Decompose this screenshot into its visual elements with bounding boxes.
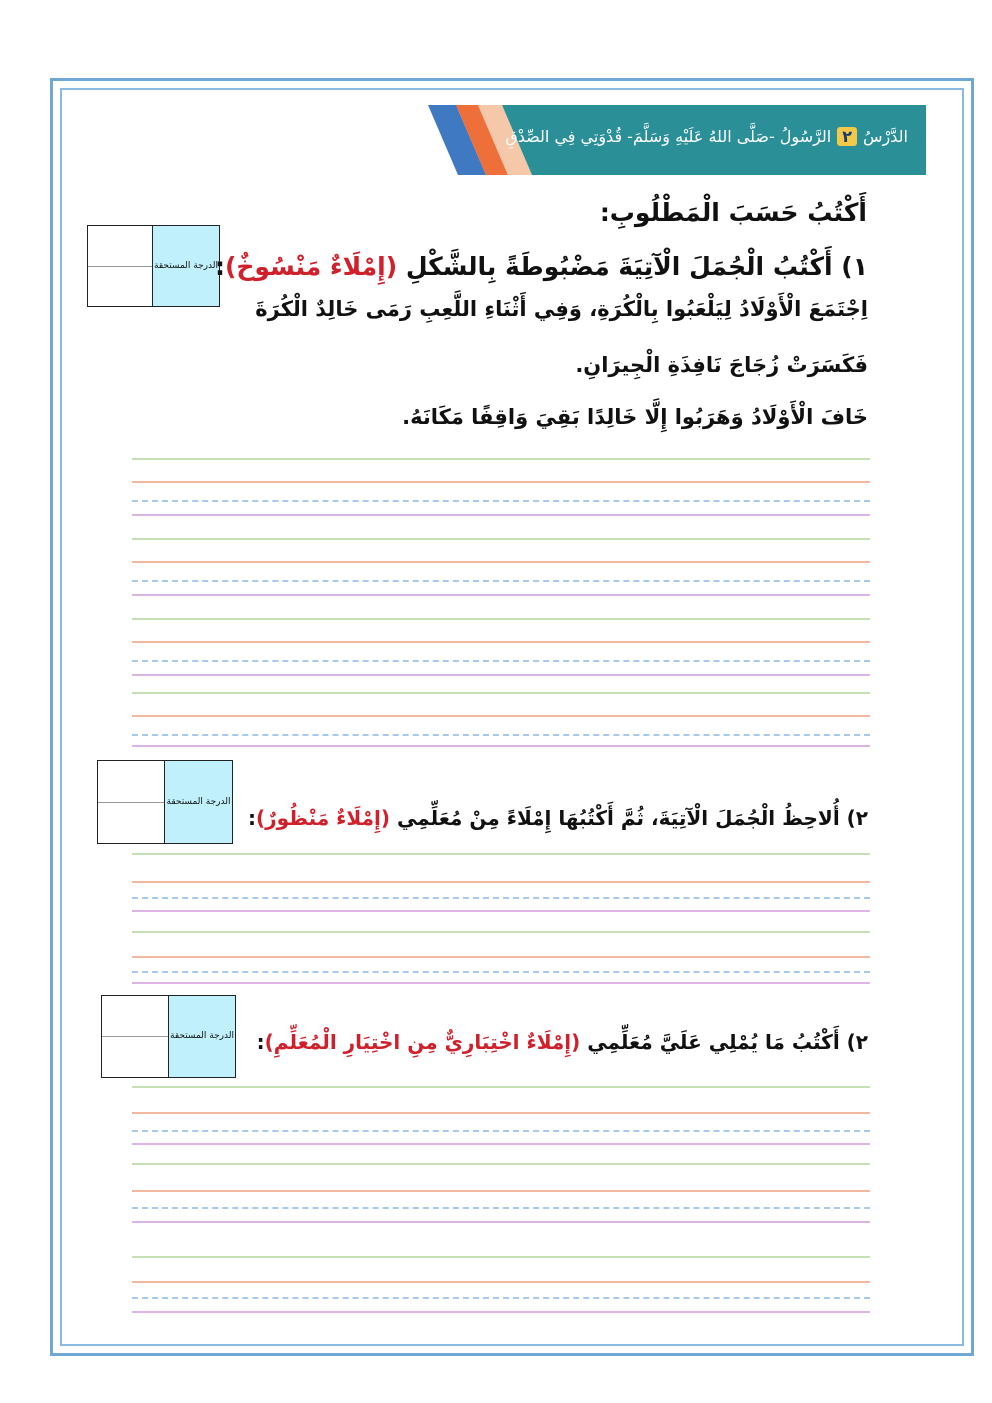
banner-title (505, 127, 908, 146)
writing-line (132, 1130, 870, 1132)
grade-box-1-label: الدرجة المستحقة (152, 226, 219, 306)
lesson-number: ٢ (837, 127, 857, 146)
page-heading: أَكْتُبُ حَسَبَ الْمَطْلُوبِ: (599, 198, 867, 227)
writing-line (132, 1190, 870, 1192)
dictation-sentence-3: خَافَ الْأَوْلَادُ وَهَرَبُوا إِلَّا خَالِدًا بَقِيَ وَاقِفًا مَكَانَهُ. (402, 405, 868, 429)
writing-line (132, 715, 870, 717)
question-3-colon: : (256, 1030, 265, 1054)
writing-line (132, 971, 870, 973)
writing-line (132, 481, 870, 483)
question-3 (257, 1030, 868, 1054)
writing-line (132, 580, 870, 582)
writing-line (132, 734, 870, 736)
dictation-sentence-2: فَكَسَرَتْ زُجَاجَ نَافِذَةِ الْجِيرَانِ. (575, 353, 868, 377)
question-2-text: ٢) أُلاحِظُ الْجُمَلَ الْآتِيَةَ، ثُمَّ أَكْتُبُهَا إِمْلَاءً مِنْ مُعَلِّمِي (396, 806, 868, 830)
writing-line (132, 1112, 870, 1114)
grade-box-1-divider (88, 266, 152, 267)
writing-line (132, 1281, 870, 1283)
writing-line (132, 745, 870, 747)
writing-line (132, 1221, 870, 1223)
writing-line (132, 1207, 870, 1209)
writing-line (132, 881, 870, 883)
writing-line (132, 561, 870, 563)
question-3-text: ٢) أَكْتُبُ مَا يُمْلِي عَلَيَّ مُعَلِّمِي (587, 1030, 868, 1054)
writing-line (132, 458, 870, 460)
writing-line (132, 982, 870, 984)
writing-line (132, 1311, 870, 1313)
writing-line (132, 692, 870, 694)
lesson-title: الرَّسُولُ -صَلَّى اللهُ عَلَيْهِ وَسَلَّمَ- قُدْوَتِي فِي الصِّدْقِ (505, 127, 832, 146)
banner-prefix: الدَّرْسُ (863, 127, 908, 146)
grade-box-2 (97, 760, 233, 844)
writing-line (132, 897, 870, 899)
question-3-type: (إِمْلَاءٌ اخْتِبَارِيٌّ مِنِ اخْتِيَارِ الْمُعَلِّمِ) (264, 1030, 581, 1054)
writing-line (132, 1256, 870, 1258)
question-1-text: ١) أَكْتُبُ الْجُمَلَ الْآتِيَةَ مَضْبُوطَةً بِالشَّكْلِ (405, 252, 868, 281)
writing-line (132, 910, 870, 912)
grade-box-2-divider (98, 802, 164, 803)
writing-line (132, 1163, 870, 1165)
question-1-type: (إِمْلَاءٌ مَنْسُوخٌ) (224, 252, 398, 281)
writing-line (132, 641, 870, 643)
writing-line (132, 1297, 870, 1299)
grade-box-3 (101, 995, 236, 1078)
lesson-banner (428, 105, 926, 175)
grade-box-3-label: الدرجة المستحقة (168, 996, 235, 1077)
dictation-sentence-1: اِجْتَمَعَ الْأَوْلَادُ لِيَلْعَبُوا بِالْكُرَةِ، وَفِي أَثْنَاءِ اللَّعِبِ رَمَى خَالِدٌ الْكُرَةَ (255, 297, 868, 321)
writing-line (132, 674, 870, 676)
question-2-colon: : (247, 806, 256, 830)
writing-line (132, 1086, 870, 1088)
writing-line (132, 500, 870, 502)
writing-line (132, 618, 870, 620)
grade-box-3-divider (102, 1036, 168, 1037)
question-1-colon: : (214, 252, 225, 281)
grade-box-2-label: الدرجة المستحقة (164, 761, 232, 843)
writing-line (132, 514, 870, 516)
question-2 (248, 806, 868, 830)
writing-line (132, 538, 870, 540)
writing-line (132, 1143, 870, 1145)
writing-line (132, 660, 870, 662)
question-1 (215, 252, 868, 281)
writing-line (132, 956, 870, 958)
grade-box-1 (87, 225, 220, 307)
question-2-type: (إِمْلَاءٌ مَنْظُورٌ) (255, 806, 390, 830)
writing-line (132, 853, 870, 855)
writing-line (132, 594, 870, 596)
writing-line (132, 931, 870, 933)
